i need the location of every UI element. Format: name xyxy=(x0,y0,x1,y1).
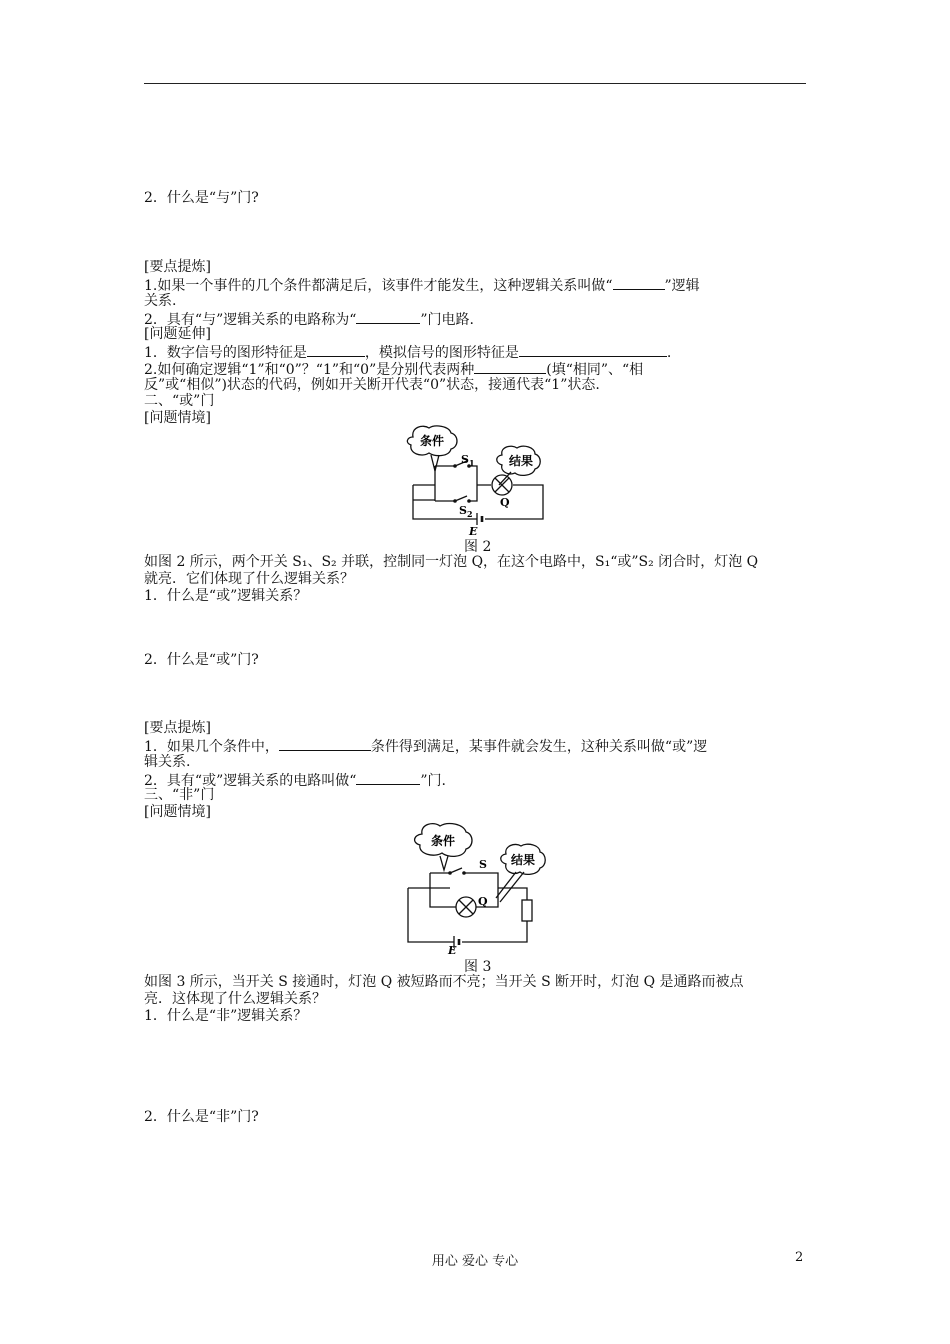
wire-parallel-right xyxy=(435,466,491,501)
figure-3-description-cont: 亮．这体现了什么逻辑关系？ xyxy=(144,991,326,1007)
key-point-2: 2．具有“与”逻辑关系的电路称为“ ”门电路. xyxy=(144,312,474,328)
answer-blank[interactable] xyxy=(356,771,420,785)
wire-left-bottom xyxy=(408,888,454,942)
extension-heading: [问题延伸] xyxy=(144,326,211,342)
key-point-or-1: 1．如果几个条件中， 条件得到满足，某事件就会发生，这种关系叫做“或”逻 xyxy=(144,739,708,755)
page-number: 2 xyxy=(795,1250,804,1265)
answer-blank[interactable] xyxy=(356,310,420,324)
key-points-heading: [要点提炼] xyxy=(144,259,211,275)
label-result: 结果 xyxy=(509,454,534,468)
wire-parallel-left xyxy=(413,466,435,501)
result-pointer xyxy=(496,872,524,902)
question-or-relation: 1．什么是“或”逻辑关系？ xyxy=(144,588,308,604)
extension-1: 1．数字信号的图形特征是 ，模拟信号的图形特征是 . xyxy=(144,345,672,361)
question-and-gate: 2．什么是“与”门? xyxy=(144,190,259,206)
key-point-1-cont: 关系. xyxy=(144,293,177,309)
section-not-gate-title: 三、“非”门 xyxy=(144,787,215,803)
answer-blank[interactable] xyxy=(307,343,365,357)
label-s1: $S_1$ xyxy=(461,453,475,468)
switch-s xyxy=(450,868,462,873)
figure-3-circuit xyxy=(400,820,550,958)
figure-2-description-cont: 就亮．它们体现了什么逻辑关系？ xyxy=(144,571,354,587)
answer-blank[interactable] xyxy=(613,276,665,290)
key-points-heading-2: [要点提炼] xyxy=(144,720,211,736)
problem-scenario-heading: [问题情境] xyxy=(144,410,211,426)
resistor xyxy=(522,900,532,921)
label-q: Q xyxy=(478,895,488,908)
question-not-gate: 2．什么是“非”门? xyxy=(144,1109,259,1125)
label-condition: 条件 xyxy=(431,834,456,848)
section-or-gate-title: 二、“或”门 xyxy=(144,393,215,409)
figure-2-caption: 图 2 xyxy=(464,539,492,555)
problem-scenario-heading-3: [问题情境] xyxy=(144,804,211,820)
question-not-relation: 1．什么是“非”逻辑关系？ xyxy=(144,1008,308,1024)
wire-switch-left xyxy=(430,868,462,888)
figure-2-description: 如图 2 所示，两个开关 S₁、S₂ 并联，控制同一灯泡 Q，在这个电路中，S₁“或”S₂ 闭合时，灯泡 Q xyxy=(144,554,759,570)
wire-bottom-right xyxy=(462,921,527,942)
answer-blank[interactable] xyxy=(519,343,667,357)
extension-2-cont: 反”或“相似”)状态的代码，例如开关断开代表“0”状态，接通代表“1”状态. xyxy=(144,377,600,393)
label-e: E xyxy=(469,525,478,538)
extension-2: 2.如何确定逻辑“1”和“0”？“1”和“0”是分别代表两种 (填“相同”、“相 xyxy=(144,362,644,378)
key-point-or-2: 2．具有“或”逻辑关系的电路叫做“ ”门. xyxy=(144,773,446,789)
condition-pointer xyxy=(440,856,448,870)
label-e: E xyxy=(448,944,457,957)
figure-3-caption: 图 3 xyxy=(464,959,492,975)
label-q: Q xyxy=(500,496,510,509)
figure-2-circuit xyxy=(405,425,555,543)
label-result: 结果 xyxy=(511,853,536,867)
wire-switch-right xyxy=(464,873,498,888)
switch-s2 xyxy=(455,496,467,501)
figure-3-description: 如图 3 所示，当开关 S 接通时，灯泡 Q 被短路而不亮；当开关 S 断开时，灯泡 Q 是通路而被点 xyxy=(144,974,744,990)
answer-blank[interactable] xyxy=(279,737,371,751)
label-condition: 条件 xyxy=(420,434,445,448)
key-point-1: 1.如果一个事件的几个条件都满足后，该事件才能发生，这种逻辑关系叫做“ ”逻辑 xyxy=(144,278,700,294)
answer-blank[interactable] xyxy=(474,360,546,374)
label-s: S xyxy=(479,858,487,871)
page-footer: 用心 爱心 专心 xyxy=(431,1254,519,1269)
label-s2: $S_2$ xyxy=(459,504,473,519)
header-rule xyxy=(144,83,806,84)
key-point-or-1-cont: 辑关系. xyxy=(144,754,191,770)
question-or-gate: 2．什么是“或”门? xyxy=(144,652,259,668)
